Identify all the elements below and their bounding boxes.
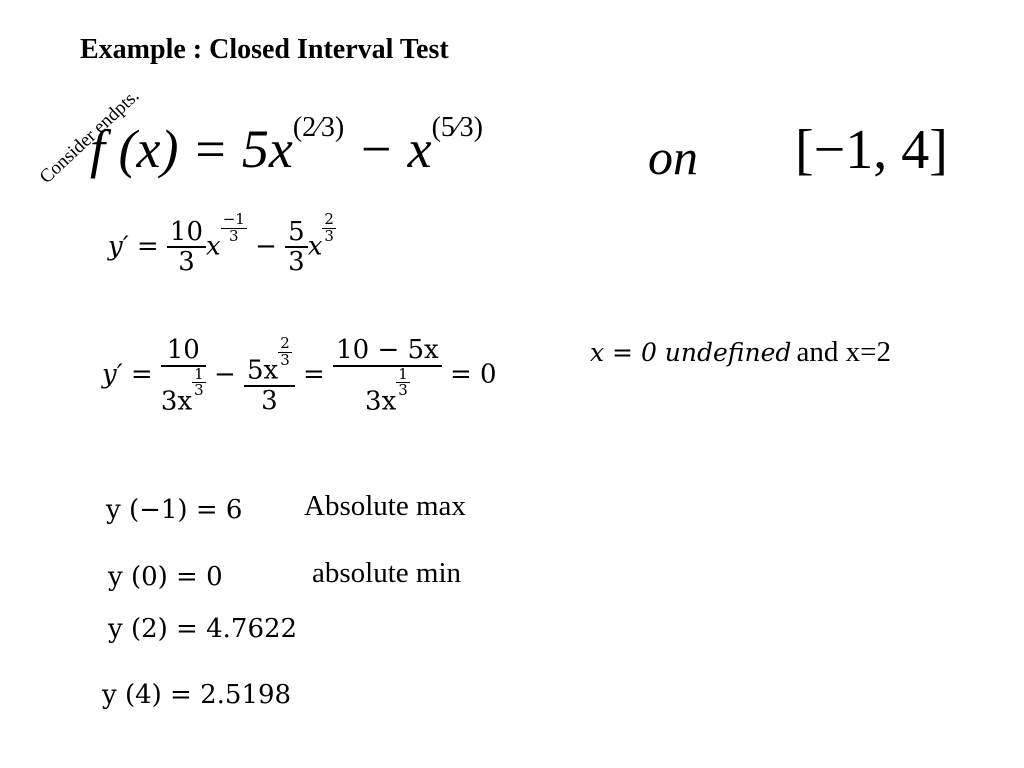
minus-sign: − xyxy=(255,231,277,262)
function-exponent-1: (2⁄3) xyxy=(292,112,345,143)
function-exponent-2: (5⁄3) xyxy=(431,112,483,143)
fraction-5x-over-3: 5x $\frac{2}{3}$ 3 xyxy=(244,336,295,415)
eval-row: y (0) = 0 xyxy=(108,562,223,592)
critical-points xyxy=(590,336,891,369)
equals-zero: = 0 xyxy=(449,359,497,390)
derivative-lhs: y′ = xyxy=(102,359,153,390)
critical-text: and x=2 xyxy=(796,336,891,368)
page-title: Example : Closed Interval Test xyxy=(80,34,449,65)
eval-label: absolute min xyxy=(312,557,462,589)
derivative-line-1 xyxy=(108,212,336,277)
exponent-2-3: $\frac{2}{3}$ xyxy=(324,210,334,245)
critical-math: x = 0 undefined xyxy=(590,338,792,367)
coef-10-over-3: $\frac{10}{3}$ xyxy=(167,218,206,277)
interval: [−1, 4] xyxy=(795,119,948,181)
function-definition xyxy=(90,112,483,180)
x-variable: x xyxy=(206,231,221,262)
derivative-line-2 xyxy=(102,336,497,415)
minus-sign: − xyxy=(213,359,236,390)
exponent-neg-1-3: $\frac{-1}{3}$ xyxy=(222,210,245,245)
fraction-10-over-3x: 10 3x $\frac{1}{3}$ xyxy=(160,335,204,416)
function-lhs: f (x) = 5x xyxy=(90,118,293,179)
on-keyword: on xyxy=(648,129,698,185)
eval-label: Absolute max xyxy=(304,490,466,522)
function-minus-term: − x xyxy=(357,118,432,179)
x-variable: x xyxy=(307,231,323,262)
eval-row: y (4) = 2.5198 xyxy=(102,680,292,710)
coef-5-over-3: $\frac{5}{3}$ xyxy=(285,218,308,277)
eval-row: y (−1) = 6 xyxy=(106,495,243,525)
derivative-lhs: y′ = xyxy=(108,231,159,262)
combined-fraction: 10 − 5x 3x $\frac{1}{3}$ xyxy=(333,336,442,415)
endpoints-note: Consider endpts. xyxy=(35,85,144,188)
eval-row: y (2) = 4.7622 xyxy=(108,614,298,644)
equals-sign: = xyxy=(303,359,325,390)
